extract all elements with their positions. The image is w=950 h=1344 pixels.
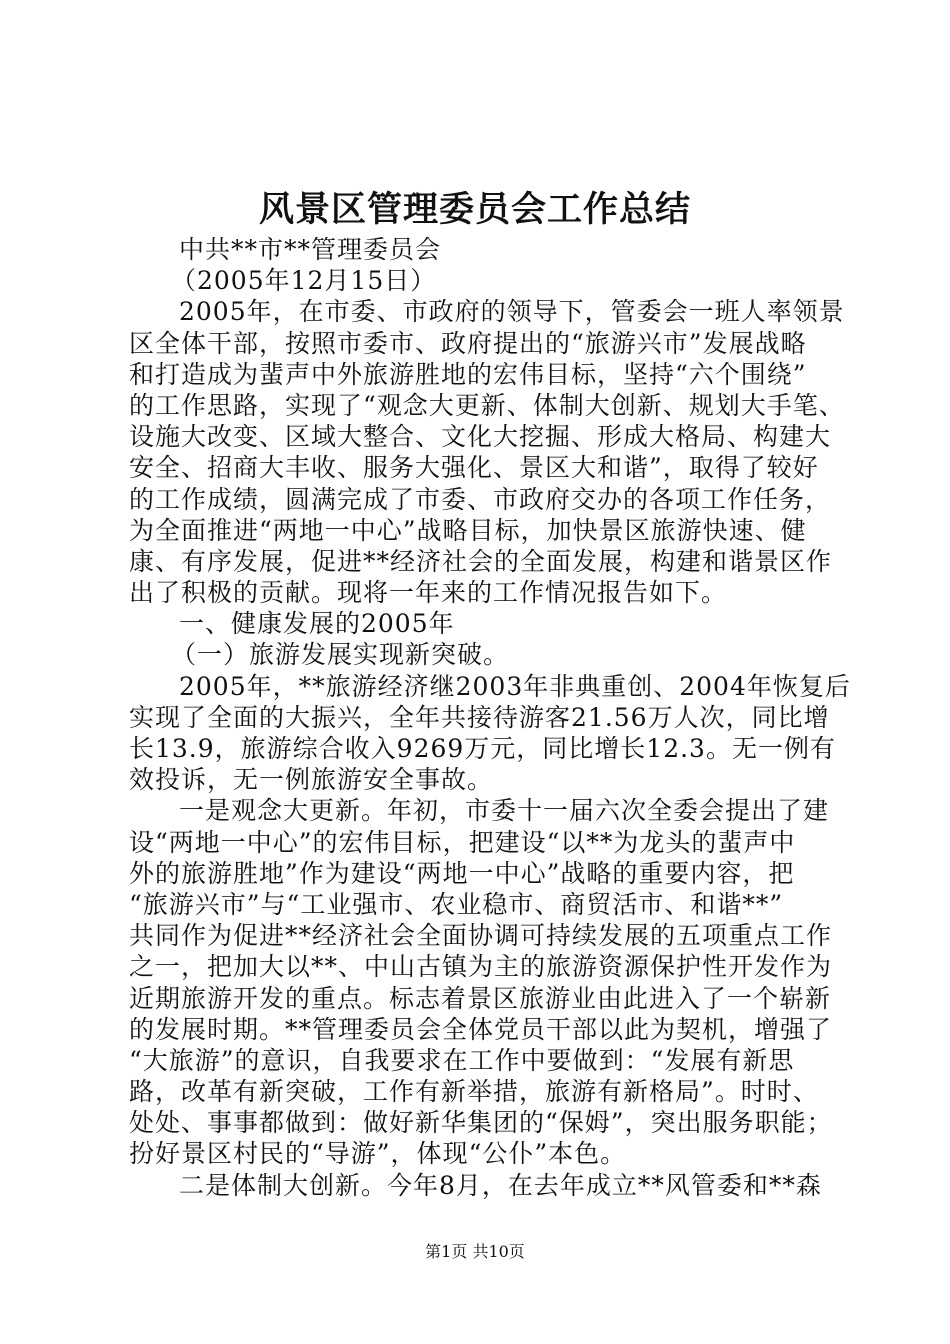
text-line: 康、有序发展，促进**经济社会的全面发展，构建和谐景区作 bbox=[129, 546, 833, 576]
text-line: 一、健康发展的2005年 bbox=[179, 609, 455, 639]
text-line: 2005年，在市委、市政府的领导下，管委会一班人率领景 bbox=[179, 297, 845, 327]
text-line: 二是体制大创新。今年8月，在去年成立**风管委和**森 bbox=[179, 1170, 822, 1200]
text-line: 之一，把加大以**、中山古镇为主的旅游资源保护性开发作为 bbox=[129, 952, 833, 982]
text-line: 设施大改变、区域大整合、文化大挖掘、形成大格局、构建大 bbox=[129, 422, 832, 452]
text-line: 区全体干部，按照市委市、政府提出的“旅游兴市”发展战略 bbox=[129, 328, 807, 358]
text-line: 扮好景区村民的“导游”，体现“公仆”本色。 bbox=[129, 1139, 627, 1169]
text-line: 出了积极的贡献。现将一年来的工作情况报告如下。 bbox=[129, 578, 728, 608]
text-line: 一是观念大更新。年初，市委十一届六次全委会提出了建 bbox=[179, 796, 830, 826]
text-line: 处处、事事都做到：做好新华集团的“保姆”，突出服务职能； bbox=[129, 1108, 833, 1138]
text-line: 路，改革有新突破，工作有新举措，旅游有新格局”。时时、 bbox=[129, 1077, 819, 1107]
text-line: 近期旅游开发的重点。标志着景区旅游业由此进入了一个崭新 bbox=[129, 983, 832, 1013]
text-line: 的发展时期。**管理委员会全体党员干部以此为契机，增强了 bbox=[129, 1014, 833, 1044]
text-line: 中共**市**管理委员会 bbox=[179, 235, 442, 264]
text-line: “大旅游”的意识，自我要求在工作中要做到：“发展有新思 bbox=[129, 1045, 795, 1075]
text-line: 为全面推进“两地一中心”战略目标，加快景区旅游快速、健 bbox=[129, 515, 807, 545]
document-body bbox=[129, 234, 855, 1201]
text-line: 效投诉，无一例旅游安全事故。 bbox=[129, 765, 494, 795]
text-line: 外的旅游胜地”作为建设“两地一中心”战略的重要内容，把 bbox=[129, 858, 795, 888]
text-line: “旅游兴市”与“工业强市、农业稳市、商贸活市、和谐**” bbox=[129, 889, 784, 919]
text-line: （一）旅游发展实现新突破。 bbox=[171, 640, 510, 670]
text-line: 的工作成绩，圆满完成了市委、市政府交办的各项工作任务， bbox=[129, 484, 832, 514]
text-line: 和打造成为蜚声中外旅游胜地的宏伟目标，坚持“六个围绕” bbox=[129, 359, 807, 389]
text-line: （2005年12月15日） bbox=[171, 266, 437, 296]
text-line: 实现了全面的大振兴，全年共接待游客21.56万人次，同比增 bbox=[129, 702, 830, 732]
text-line: 2005年，**旅游经济继2003年非典重创、2004年恢复后 bbox=[179, 671, 851, 701]
text-line: 长13.9，旅游综合收入9269万元，同比增长12.3。无一例有 bbox=[129, 734, 836, 763]
text-line: 设“两地一中心”的宏伟目标，把建设“以**为龙头的蜚声中 bbox=[129, 827, 796, 857]
text-line: 共同作为促进**经济社会全面协调可持续发展的五项重点工作 bbox=[129, 921, 833, 951]
page-footer: 第1页 共10页 bbox=[425, 1242, 525, 1261]
document-title: 风景区管理委员会工作总结 bbox=[258, 190, 691, 230]
text-line: 安全、招商大丰收、服务大强化、景区大和谐”，取得了较好 bbox=[129, 453, 819, 483]
text-line: 的工作思路，实现了“观念大更新、体制大创新、规划大手笔、 bbox=[129, 390, 845, 420]
